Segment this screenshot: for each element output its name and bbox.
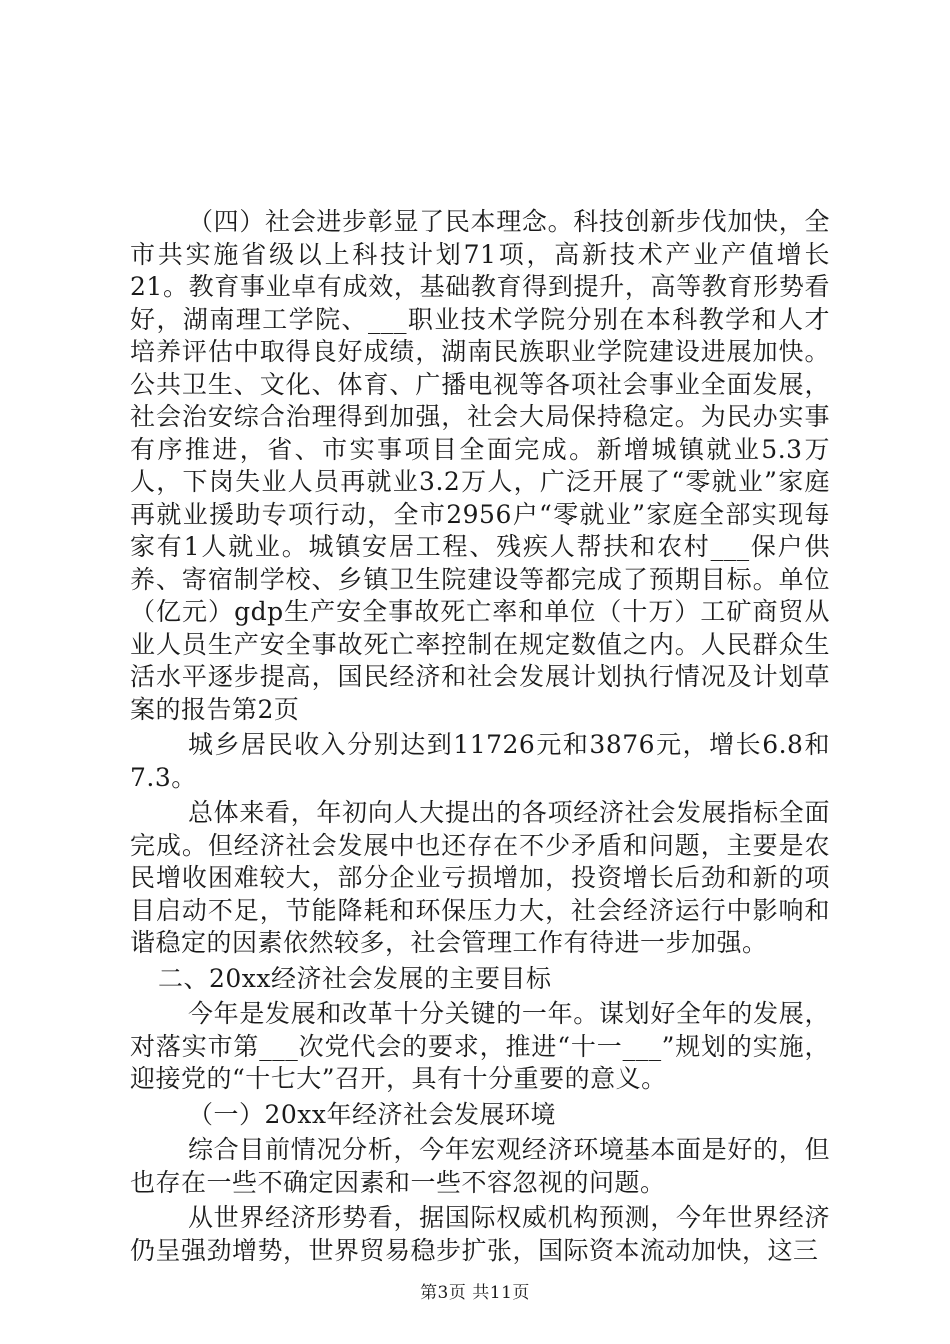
page-footer: 第3页 共11页 xyxy=(420,1283,530,1303)
paragraph-social-progress: （四）社会进步彰显了民本理念。科技创新步伐加快，全市共实施省级以上科技计划71项，高新技术产业产值增长21。教育事业卓有成效，基础教育得到提升，高等教育形势看好，湖南理工学院、___职业技术学院分别在本科教学和人才培养评估中取得良好成绩，湖南民族职业学院建设进展加快。公共卫生、文化、体育、广播电视等各项社会事业全面发展，社会治安综合治理得到加强，社会大局保持稳定。为民办实事有序推进，省、市实事项目全面完成。新增城镇就业5.3万人，下岗失业人员再就业3.2万人，广泛开展了“零就业”家庭再就业援助专项行动，全市2956户“零就业”家庭全部实现每家有1人就业。城镇安居工程、残疾人帮扶和农村___保户供养、寄宿制学校、乡镇卫生院建设等都完成了预期目标。单位（亿元）gdp生产安全事故死亡率和单位（十万）工矿商贸从业人员生产安全事故死亡率控制在规定数值之内。人民群众生活水平逐步提高，国民经济和社会发展计划执行情况及计划草案的报告第2页 xyxy=(130,207,830,724)
paragraph-analysis: 综合目前情况分析，今年宏观经济环境基本面是好的，但也存在一些不确定因素和一些不容忽视的问题。 xyxy=(130,1135,830,1197)
subsection-heading-environment: （一）20xx年经济社会发展环境 xyxy=(188,1099,557,1129)
paragraph-income: 城乡居民收入分别达到11726元和3876元，增长6.8和7.3。 xyxy=(130,730,830,792)
paragraph-world-economy: 从世界经济形势看，据国际权威机构预测，今年世界经济仍呈强劲增势，世界贸易稳步扩张，国际资本流动加快，这三 xyxy=(130,1203,830,1265)
paragraph-key-year: 今年是发展和改革十分关键的一年。谋划好全年的发展，对落实市第___次党代会的要求，推进“十一___”规划的实施，迎接党的“十七大”召开，具有十分重要的意义。 xyxy=(130,999,830,1093)
document-body xyxy=(130,206,830,1270)
paragraph-overview: 总体来看，年初向人大提出的各项经济社会发展指标全面完成。但经济社会发展中也还存在不少矛盾和问题，主要是农民增收困难较大，部分企业亏损增加，投资增长后劲和新的项目启动不足，节能降耗和环保压力大，社会经济运行中影响和谐稳定的因素依然较多，社会管理工作有待进一步加强。 xyxy=(130,798,830,957)
section-heading-main-goals: 二、20xx经济社会发展的主要目标 xyxy=(158,963,552,993)
